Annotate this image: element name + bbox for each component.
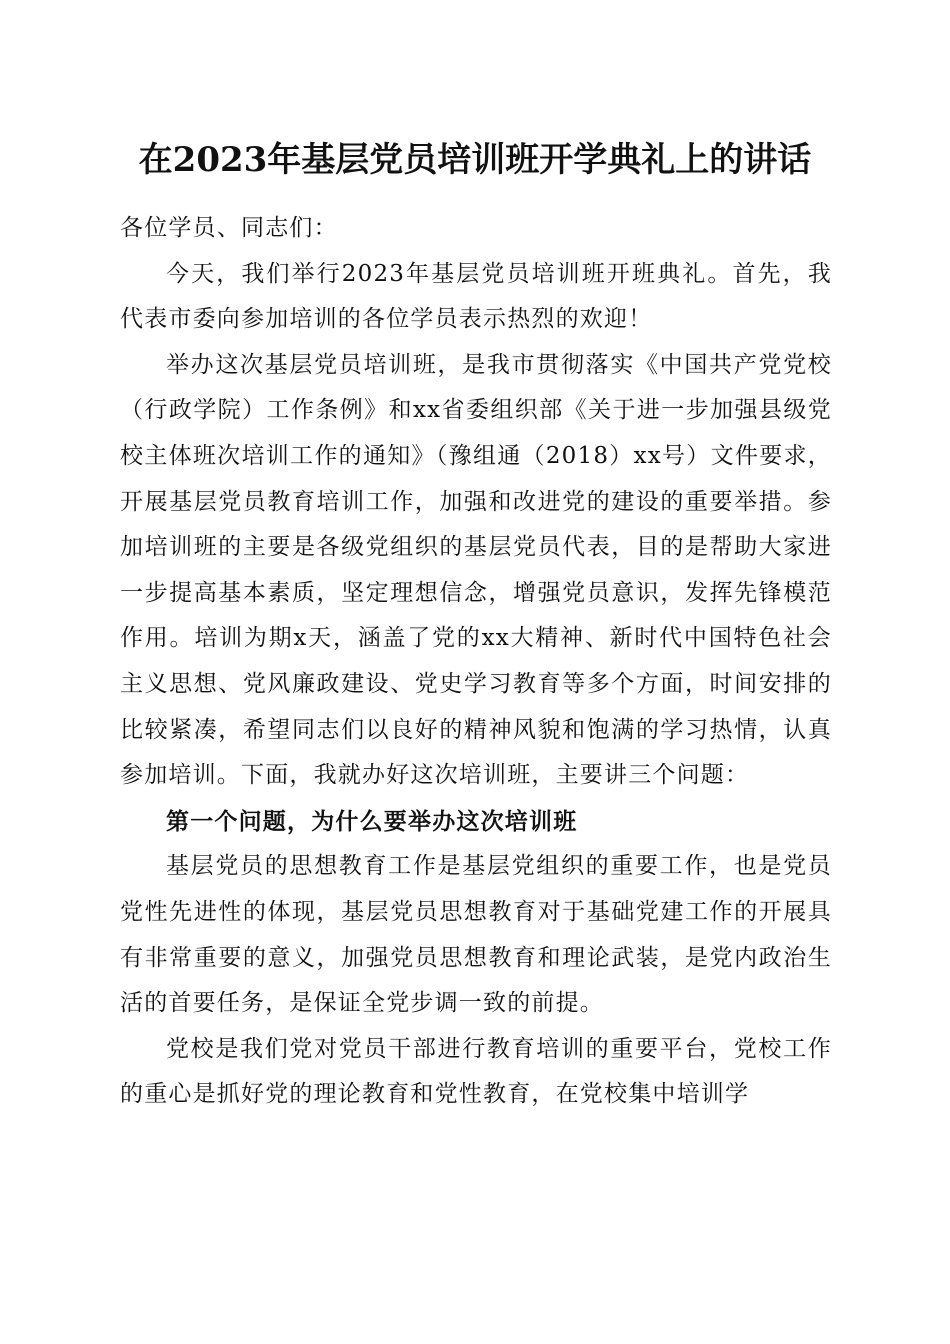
paragraph-welcome: 今天，我们举行2023年基层党员培训班开班典礼。首先，我代表市委向参加培训的各位学员表示热烈的欢迎！ [120,260,832,333]
document-body [120,206,832,1118]
document-title: 在2023年基层党员培训班开学典礼上的讲话 [138,140,812,180]
salutation: 各位学员、同志们： [120,215,338,241]
paragraph-section-1: 基层党员的思想教育工作是基层党组织的重要工作，也是党员党性先进性的体现，基层党员思想教育对于基础党建工作的开展具有非常重要的意义，加强党员思想教育和理论武装，是党内政治生活的首要任务，是保证全党步调一致的前提。 [120,853,832,1017]
paragraph-section-2: 党校是我们党对党员干部进行教育培训的重要平台，党校工作的重心是抓好党的理论教育和党性教育，在党校集中培训学 [120,1035,832,1108]
paragraph-purpose: 举办这次基层党员培训班，是我市贯彻落实《中国共产党党校（行政学院）工作条例》和xx省委组织部《关于进一步加强县级党校主体班次培训工作的通知》（豫组通（2018）xx号）文件要求，开展基层党员教育培训工作，加强和改进党的建设的重要举措。参加培训班的主要是各级党组织的基层党员代表，目的是帮助大家进一步提高基本素质，坚定理想信念，增强党员意识，发挥先锋模范作用。培训为期x天，涵盖了党的xx大精神、新时代中国特色社会主义思想、党风廉政建设、党史学习教育等多个方面，时间安排的比较紧凑，希望同志们以良好的精神风貌和饱满的学习热情，认真参加培训。下面，我就办好这次培训班，主要讲三个问题： [120,351,832,789]
section-heading: 第一个问题，为什么要举办这次培训班 [166,807,578,835]
